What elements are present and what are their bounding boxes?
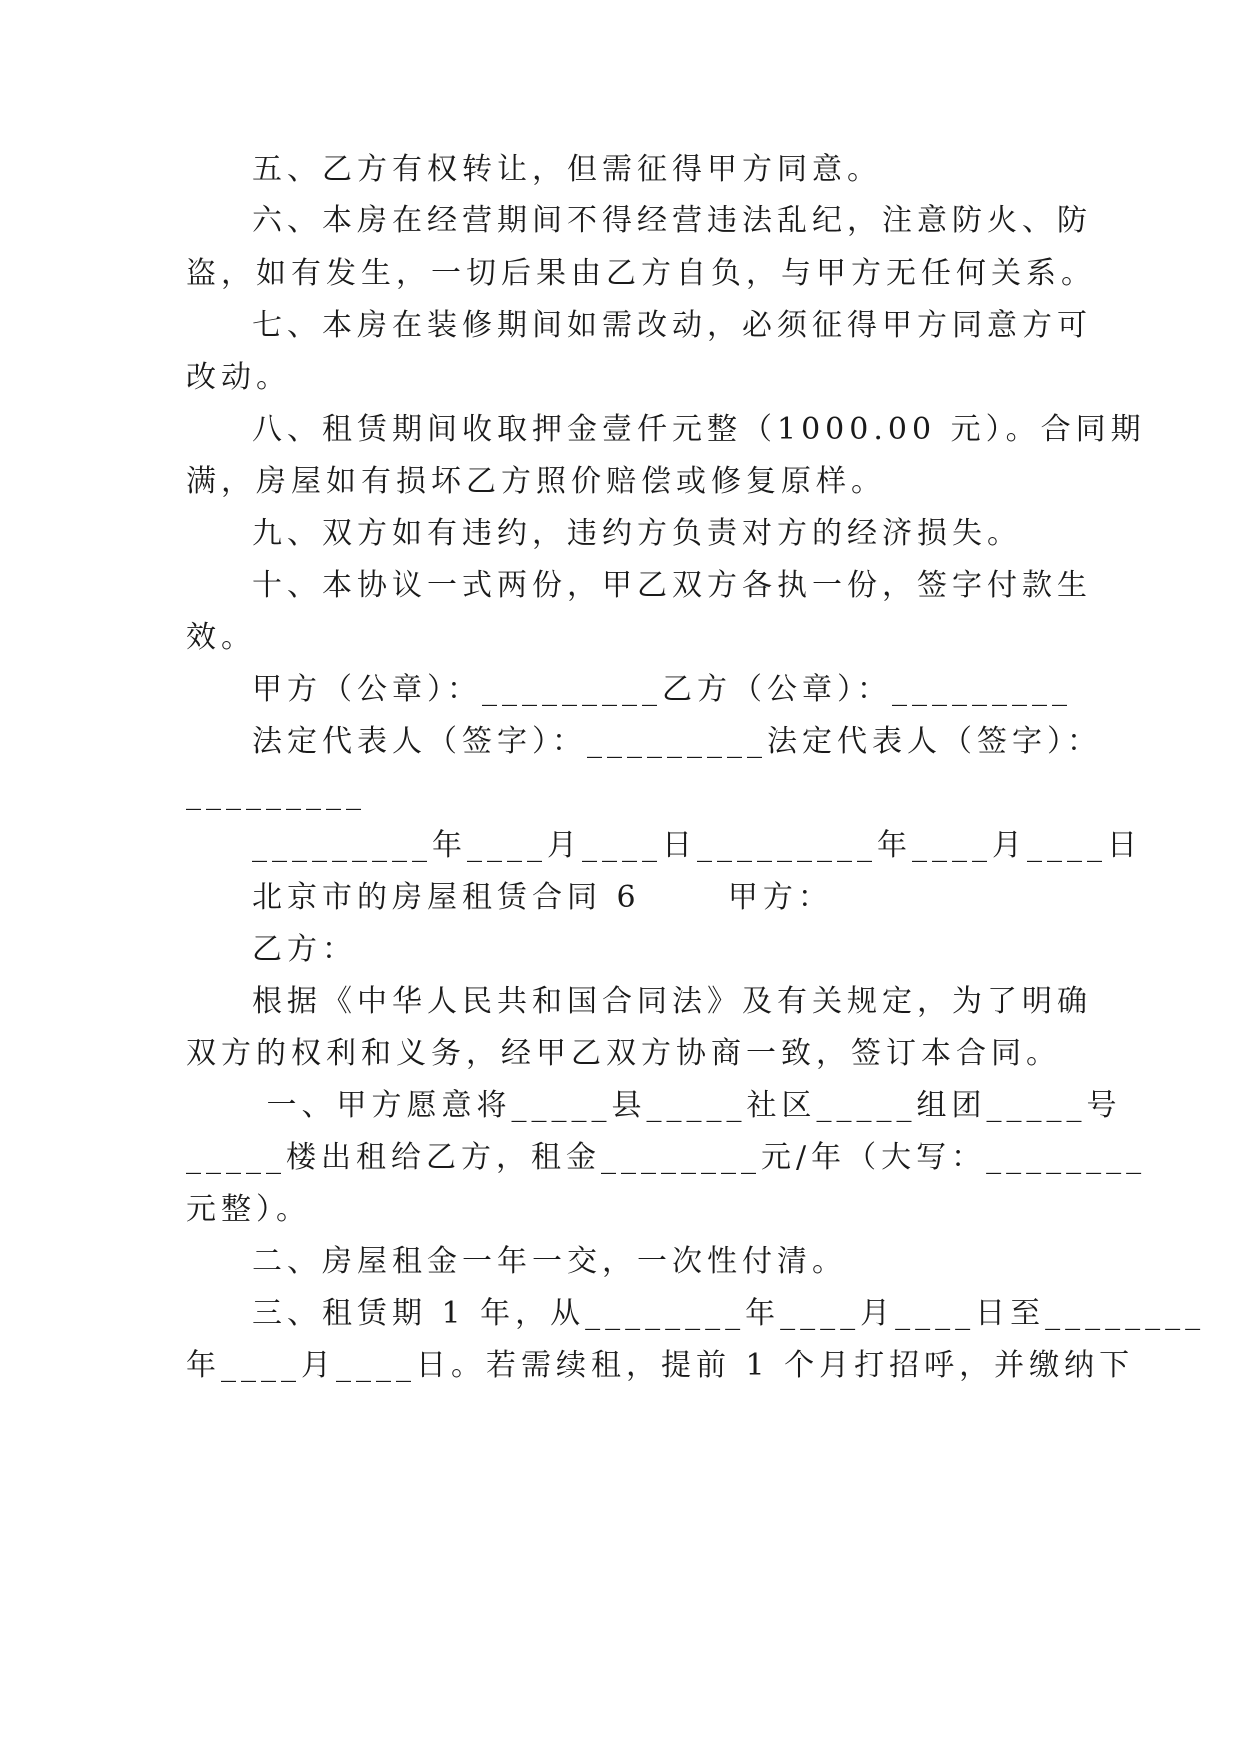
clause-9: 九、双方如有违约，违约方负责对方的经济损失。 (252, 516, 1022, 551)
preamble-line-1: 根据《中华人民共和国合同法》及有关规定，为了明确 (252, 984, 1092, 1019)
clause-10-line-2: 效。 (186, 620, 256, 655)
legal-rep-signature-line: 法定代表人（签字）：_________法定代表人（签字）： (252, 724, 1102, 759)
legal-rep-signature-blank: _________ (186, 776, 366, 811)
contract-title-line: 北京市的房屋租赁合同 6 甲方： (252, 880, 833, 915)
article-3-line-2: 年____月____日。若需续租，提前 1 个月打招呼，并缴纳下 (186, 1348, 1135, 1383)
seal-line: 甲方（公章）：_________乙方（公章）：_________ (252, 672, 1072, 707)
clause-8-line-2: 满，房屋如有损坏乙方照价赔偿或修复原样。 (186, 464, 886, 499)
article-2: 二、房屋租金一年一交，一次性付清。 (252, 1244, 847, 1279)
clause-8-line-1: 八、租赁期间收取押金壹仟元整（1000.00 元）。合同期 (252, 412, 1146, 447)
article-3-line-1: 三、租赁期 1 年，从________年____月____日至________ (252, 1296, 1206, 1331)
clause-7-line-2: 改动。 (186, 360, 291, 395)
clause-6-line-1: 六、本房在经营期间不得经营违法乱纪，注意防火、防 (252, 203, 1092, 238)
clause-6-line-2: 盗，如有发生，一切后果由乙方自负，与甲方无任何关系。 (186, 256, 1096, 291)
clause-10-line-1: 十、本协议一式两份，甲乙双方各执一份，签字付款生 (252, 568, 1092, 603)
date-line: _________年____月____日_________年____月____日 (252, 828, 1142, 863)
clause-7-line-1: 七、本房在装修期间如需改动，必须征得甲方同意方可 (252, 308, 1092, 343)
article-1-line-3: 元整）。 (186, 1192, 311, 1227)
party-b-line: 乙方： (252, 932, 357, 967)
article-1-line-2: _____楼出租给乙方，租金________元/年（大写：________ (186, 1140, 1147, 1175)
clause-5: 五、乙方有权转让，但需征得甲方同意。 (252, 152, 882, 187)
article-1-line-1: 一、甲方愿意将_____县_____社区_____组团_____号 (252, 1088, 1122, 1123)
preamble-line-2: 双方的权利和义务，经甲乙双方协商一致，签订本合同。 (186, 1036, 1061, 1071)
